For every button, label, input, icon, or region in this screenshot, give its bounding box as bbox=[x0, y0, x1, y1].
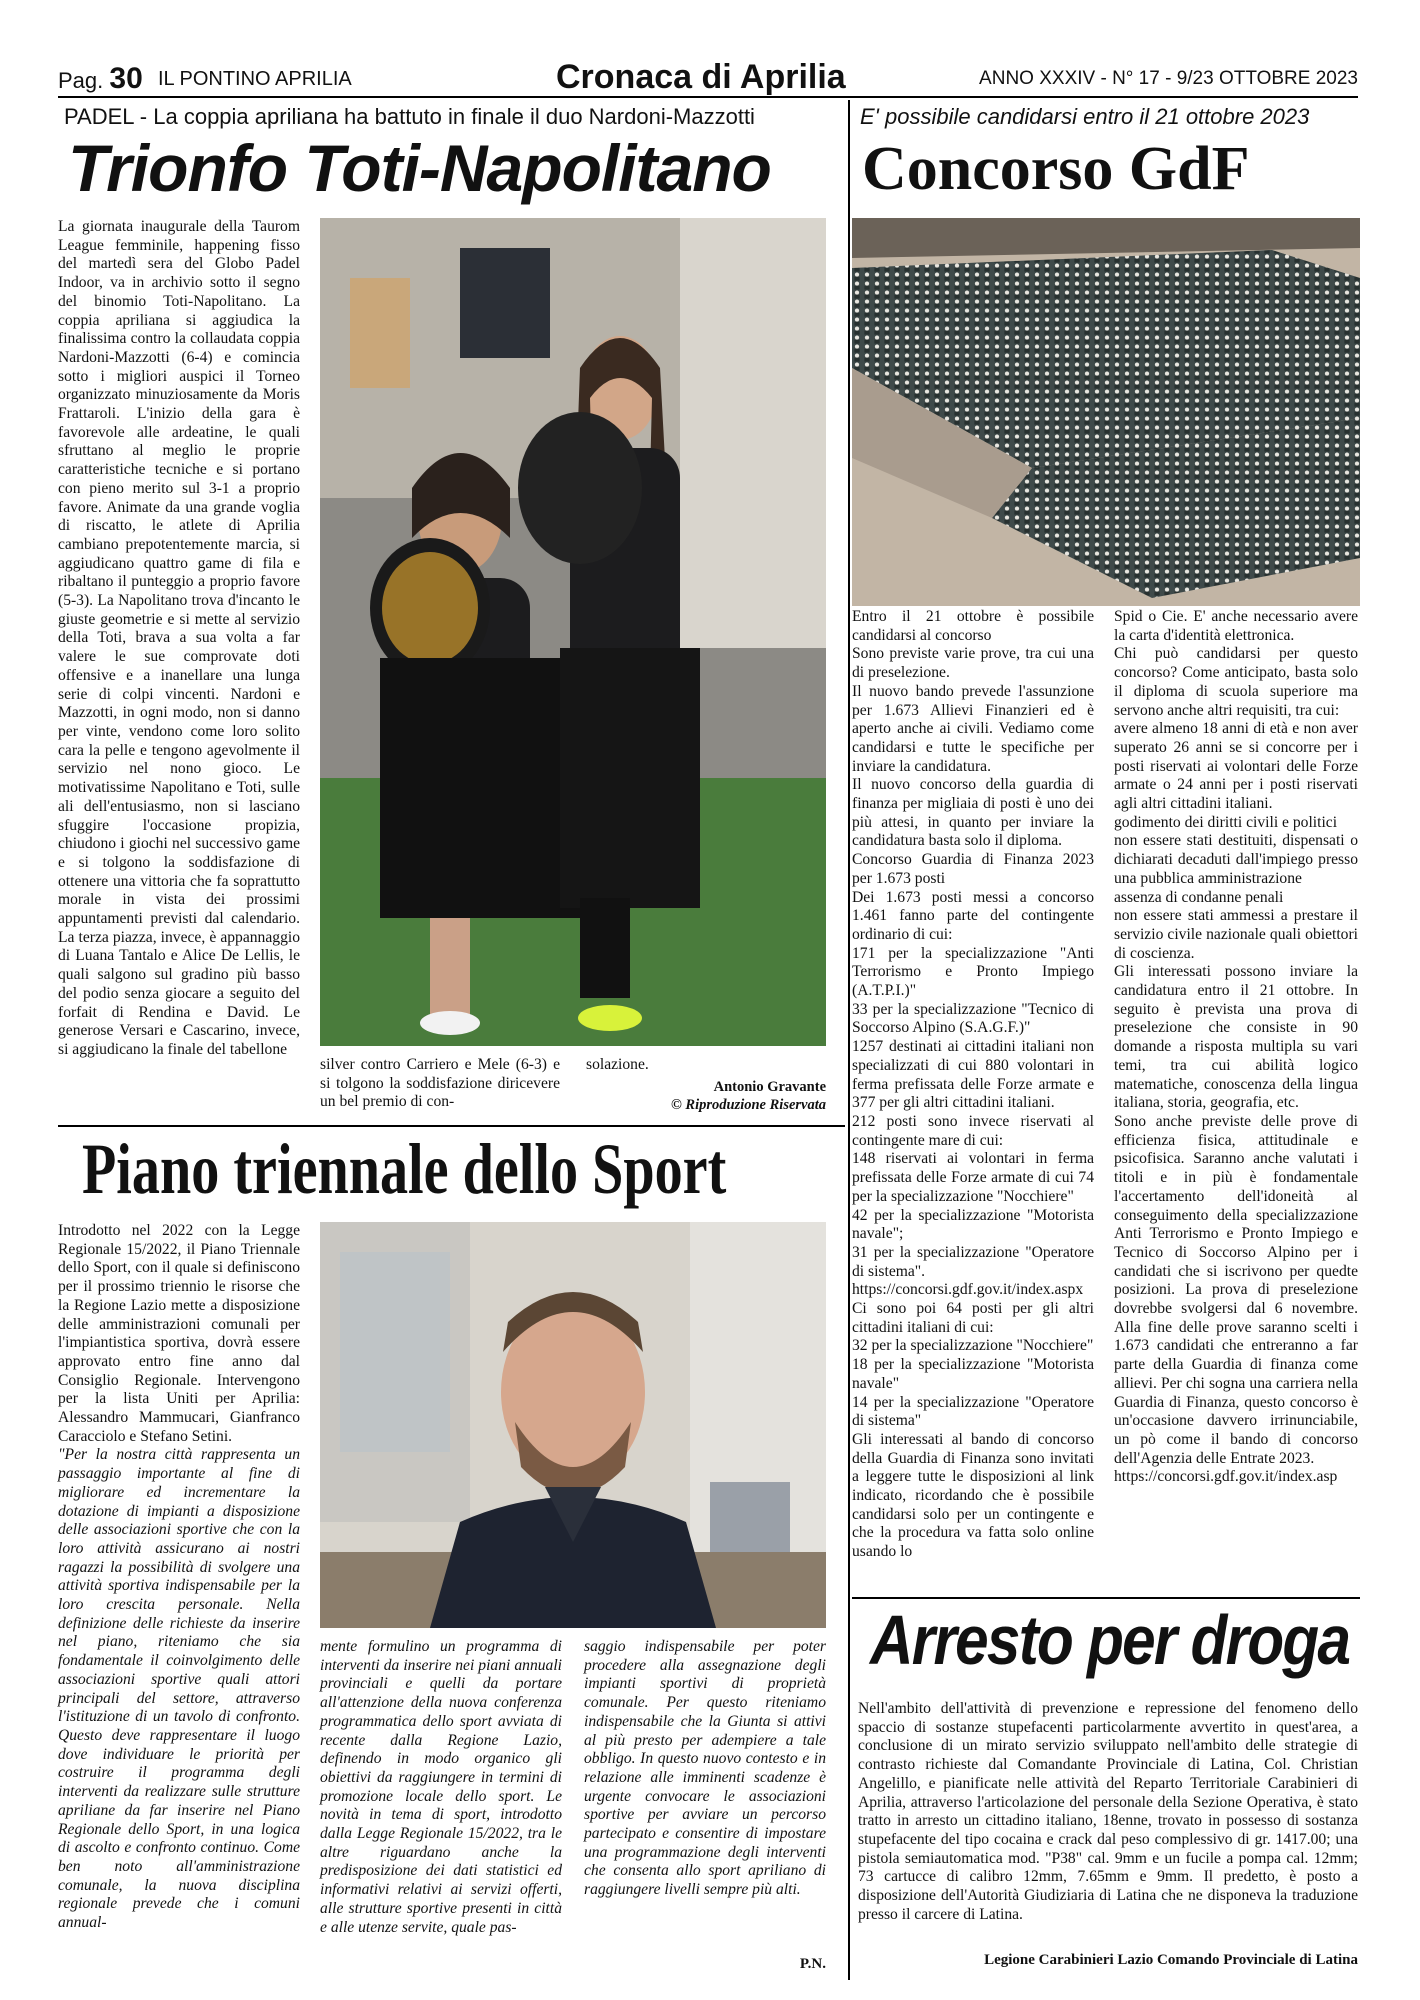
newspaper-name: IL PONTINO APRILIA bbox=[158, 68, 352, 90]
sport-headline: Piano triennale dello Sport bbox=[82, 1129, 727, 1209]
sport-quote: "Per la nostra città rappresenta un passaggio importante al fine di migliorare ed incrementare la dotazione di impianti a disposizione delle associazioni sportive che con la loro attività assicurano ai nostri ragazzi la possibilità di svolgere una attività sportiva indispensabile per la loro crescita personale. Nella definizione delle richieste da inserire nel piano, riteniamo che sia fondamentale il coinvolgimento delle associazioni sportive quali attori principali del settore, attraverso l'istituzione di un tavolo di confronto. Questo deve rappresentare il luogo dove individuare le priorità per costruire il programma degli interventi da realizzare sulle strutture apriliane da far inserire nel Piano Regionale dello Sport, in una logica di ascolto e confronto continuo. Come ben noto all'amministrazione comunale, la nuova disciplina regionale prevede che i comuni annual- bbox=[58, 1446, 300, 1932]
gdf-col-1: Entro il 21 ottobre è possibile candidarsi al concorso Sono previste varie prove, tra cui una di preselezione. Il nuovo bando prevede l'assunzione per 1.673 Allievi Finanzieri ed è aperto anche ai civili. Vediamo come candidarsi e tutte le specifiche per inviare la candidatura. Il nuovo concorso della guardia di finanza per migliaia di posti è uno dei più attesi, in quanto per inviare la candidatura basta solo il diploma. Concorso Guardia di Finanza 2023 per 1.673 posti Dei 1.673 posti messi a concorso 1.461 fanno parte del contingente ordinario di cui: 171 per la specializzazione "Anti Terrorismo e Pronto Impiego (A.T.P.I.)" 33 per la specializzazione "Tecnico di Soccorso Alpino (S.A.G.F.)" 1257 destinati ai cittadini italiani non specializzati di cui 880 volontari in ferma prefissata delle Forze armate e 377 per gli altri cittadini italiani. 212 posti sono invece riservati al contingente mare di cui: 148 riservati ai volontari in ferma prefissata delle Forze armate di cui 74 per la specializzazione "Nocchiere" 42 per la specializzazione "Motorista navale"; 31 per la specializzazione "Operatore di sistema". https://concorsi.gdf.gov.it/index.aspx Ci sono poi 64 posti per gli altri cittadini italiani di cui: 32 per la specializzazione "Nocchiere" 18 per la specializzazione "Motorista navale" 14 per la specializzazione "Operatore di sistema" Gli interessati al bando di concorso della Guardia di Finanza sono invitati a leggere tutte le disposizioni al link indicato, ricordando che è possibile candidarsi solo per un contingente e che la procedura va fatta solo online usando lo bbox=[852, 608, 1094, 1561]
gdf-link-1: https://concorsi.gdf.gov.it/index.aspx bbox=[852, 1281, 1084, 1299]
padel-credit bbox=[600, 1078, 826, 1114]
sport-col-1: Introdotto nel 2022 con la Legge Regionale 15/2022, il Piano Triennale dello Sport, con il quale si definiscono per il prossimo triennio le risorse che la Regione Lazio mette a disposizione delle amministrazioni comunali per l'impiantistica sportiva, dovrà essere approvato entro fine anno dal Consiglio Regionale. Intervengono per la lista Uniti per Aprilia: Alessandro Mammucari, Gianfranco Caracciolo e Stefano Setini. "Per la nostra città rappresenta un passaggio importante al fine di migliorare ed incrementare la dotazione di impianti a disposizione delle associazioni sportive che con la loro attività assicurano ai nostri ragazzi la possibilità di svolgere una attività sportiva indispensabile per la loro crescita personale. Nella definizione delle richieste da inserire nel piano, riteniamo che sia fondamentale il coinvolgimento delle associazioni sportive quali attori principali del settore, attraverso l'istituzione di un tavolo di confronto. Questo deve rappresentare il luogo dove individuare le priorità per costruire il programma degli interventi da realizzare sulle strutture apriliane da far inserire nel Piano Regionale dello Sport, in una logica di ascolto e confronto continuo. Come ben noto all'amministrazione comunale, la nuova disciplina regionale prevede che i comuni annual- bbox=[58, 1222, 300, 1932]
padel-kicker: PADEL - La coppia apriliana ha battuto in finale il duo Nardoni-Mazzotti bbox=[64, 104, 755, 129]
issue-info: ANNO XXXIV - N° 17 - 9/23 OTTOBRE 2023 bbox=[979, 68, 1358, 89]
credit-rights: © Riproduzione Riservata bbox=[670, 1097, 826, 1113]
gdf-photo bbox=[852, 218, 1360, 606]
sport-col-3: saggio indispensabile per poter procedere alla assegnazione degli impianti sportivi di proprietà comunale. Per questo riteniamo indispensabile che la Giunta si attivi al più presto per adempiere a tale obbligo. In questo nuovo contesto e in relazione alle imminenti scadenze è urgente convocare le associazioni sportive per avviare un percorso partecipato e consentire di impostare una programmazione degli interventi che consenta allo sport apriliano di raggiungere livelli sempre più alti. bbox=[584, 1638, 826, 1899]
credit-author: Antonio Gravante bbox=[713, 1079, 826, 1095]
page-number: Pag. 30 bbox=[58, 62, 143, 95]
gdf-kicker: E' possibile candidarsi entro il 21 ottobre 2023 bbox=[860, 104, 1310, 129]
section-divider bbox=[852, 1597, 1360, 1599]
droga-headline: Arresto per droga bbox=[870, 1601, 1350, 1679]
droga-body: Nell'ambito dell'attività di prevenzione e repressione del fenomeno dello spaccio di sostanze stupefacenti particolarmente avvertito in quest'area, a conclusione di un mirato servizio sviluppato nell'ambito delle strategie di contrasto richieste dal Comandante Provinciale di Latina, Col. Christian Angelillo, e pianificate nelle attività del Reparto Territoriale Carabinieri di Aprilia, attraverso l'articolazione del personale della Sezione Operativa, è stato tratto in arresto un cittadino italiano, 18enne, trovato in possesso di sostanza stupefacente del tipo cocaina e crack dal peso complessivo di gr. 1417.00; una pistola semiautomatica mod. "P38" cal. 9mm e un fucile a pompa cal. 12mm; 73 cartucce di calibro 12mm, 7.65mm e 9mm. Il predetto, è posto a disposizione dell'Autorità Giudiziaria di Latina che ne disponeva la traduzione presso il carcere di Latina. bbox=[858, 1700, 1358, 1923]
gdf-link-2: https://concorsi.gdf.gov.it/index.asp bbox=[1114, 1468, 1338, 1486]
section-title: Cronaca di Aprilia bbox=[556, 58, 846, 96]
gdf-col-2: Spid o Cie. E' anche necessario avere la carta d'identità elettronica. Chi può candidarsi per questo concorso? Come anticipato, basta solo il diploma di scuola superiore ma servono anche altri requisiti, tra cui: avere almeno 18 anni di età e non aver superato 26 anni se si concorre per i posti riservati ai volontari delle Forze armate o 24 anni per i posti riservati agli altri cittadini italiani. godimento dei diritti civili e politici non essere stati destituiti, dispensati o dichiarati decaduti dall'impiego presso una pubblica amministrazione assenza di condanne penali non essere stati ammessi a prestare il servizio civile nazionale quali obiettori di coscienza. Gli interessati possono inviare la candidatura entro il 21 ottobre. In seguito è prevista una prova di preselezione che consiste in 90 domande a risposta multipla su vari temi, tra cui abilità logico matematiche, conoscenza della lingua italiana, storia, geografia, etc. Sono anche previste delle prove di efficienza fisica, attitudinale e psicofisica. Saranno anche valutati i titoli e in più è fondamentale l'accertamento dell'idoneità al conseguimento della specializzazione Anti Terrorismo e Pronto Impiego e Tecnico di Soccorso Alpino per i candidati che si iscrivono per quedte posizioni. La prova di preselezione dovrebbe svolgersi dal 6 novembre. Alla fine delle prove saranno scelti i 1.673 candidati che entreranno a far parte della Guardia di finanza come allievi. Per chi sogna una carriera nella Guardia di Finanza, questo concorso è un'occasione davvero irrinunciabile, un pò come il bando di concorso dell'Agenzia delle Entrate 2023. https://concorsi.gdf.gov.it/index.asp bbox=[1114, 608, 1358, 1486]
padel-col-3: solazione. bbox=[586, 1056, 649, 1073]
droga-signature: Legione Carabinieri Lazio Comando Provinciale di Latina bbox=[984, 1952, 1358, 1968]
padel-headline: Trionfo Toti-Napolitano bbox=[68, 131, 771, 205]
sport-col-2: mente formulino un programma di interventi da inserire nei piani annuali provinciali e quelli da portare all'attenzione della nuova conferenza programmatica dello sport avviata di recente dalla Regione Lazio, definendo in modo organico gli obiettivi da raggiungere in termini di promozione locale dello sport. Le novità in tema di sport, introdotto dalla Legge Regionale 15/2022, tra le altre riguardano anche la predisposizione dei dati statistici ed informativi relativi ai servizi offerti, alle strutture sportive presenti in città e alle utenze servite, quale pas- bbox=[320, 1638, 562, 1936]
sport-signature: P.N. bbox=[799, 1956, 826, 1972]
section-divider bbox=[58, 1125, 845, 1127]
padel-col-1: La giornata inaugurale della Taurom League femminile, happening fisso del martedì sera del Globo Padel Indoor, va in archivio sotto il segno del binomio Toti-Napolitano. La coppia apriliana si aggiudica la finalissima contro la collaudata coppia Nardoni-Mazzotti (6-4) e comincia sotto i migliori auspici il Torneo organizzato minuziosamente da Moris Frattaroli. L'inizio della gara è favorevole alle ardeatine, le quali sfruttano al meglio le proprie caratteristiche tecniche e si portano con pieno merito sul 3-1 a proprio favore. Animate da una grande voglia di riscatto, le atlete di Aprilia cambiano prepotentemente marcia, si aggiudicano quattro game di fila e ribaltano il punteggio a proprio favore (5-3). La Napolitano trova d'incanto le giuste geometrie e si mette al servizio della Toti, brava a sua volta a far valere le sue comprovate doti offensive e a inanellare una lunga serie di colpi vincenti. Nardoni e Mazzotti, in ogni modo, non si danno per vinte, vendono come loro solito cara la pelle e tengono agevolmente il servizio nel nono gioco. Le motivatissime Napolitano e Toti, sulle ali dell'entusiasmo, non si lasciano sfuggire l'occasione propizia, chiudono i giochi nel successivo game e si tolgono la soddisfazione di ottenere una vittoria che fa soprattutto morale in vista dei prossimi appuntamenti previsti dal calendario. La terza piazza, invece, è appannaggio di Luana Tantalo e Alice De Lellis, le quali salgono sul gradino più basso del podio senza giocare a seguito del forfait di Rendina e David. Le generose Versari e Cascarino, invece, si aggiudicano la finale del tabellone bbox=[58, 218, 300, 1058]
padel-photo bbox=[320, 218, 826, 1046]
sport-photo bbox=[320, 1222, 826, 1628]
gdf-headline: Concorso GdF bbox=[862, 135, 1250, 203]
padel-col-2: silver contro Carriero e Mele (6-3) e si tolgono la soddisfazione diricevere un bel premio di con- bbox=[320, 1056, 560, 1111]
column-divider bbox=[848, 100, 850, 1980]
page-header bbox=[58, 58, 1358, 98]
